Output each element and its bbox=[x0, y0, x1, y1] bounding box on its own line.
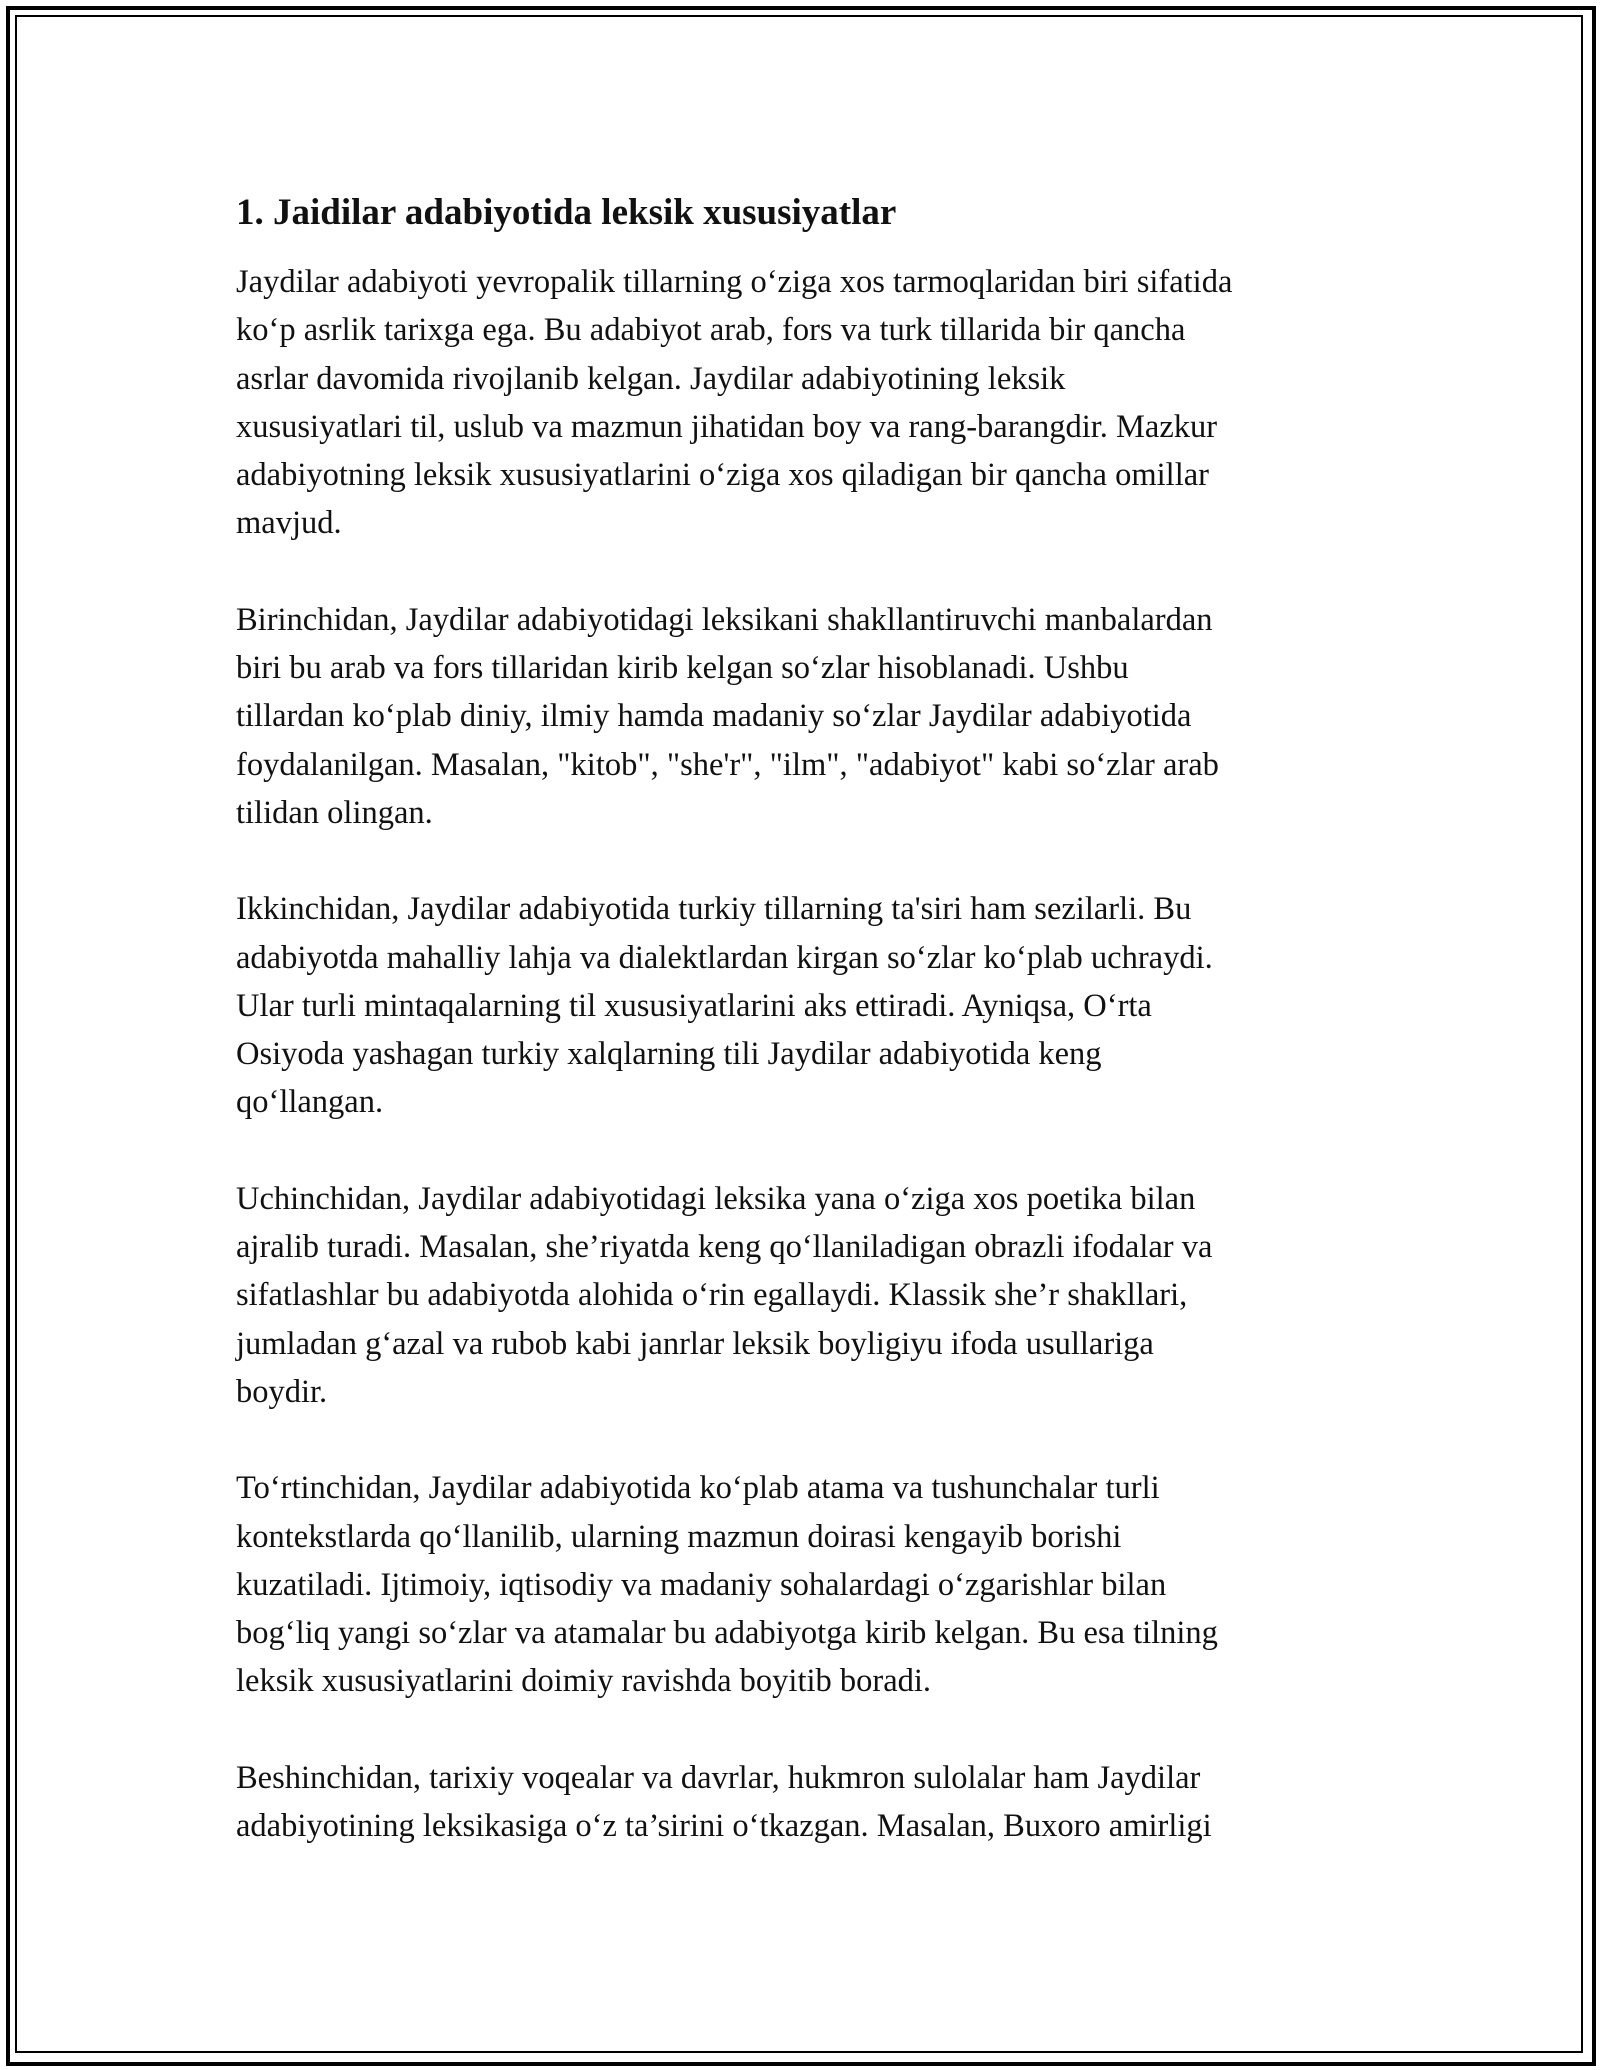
text-line: sifatlashlar bu adabiyotda alohida o‘rin egallaydi. Klassik she’r shakllari, bbox=[236, 1277, 1188, 1314]
text-line: foydalanilgan. Masalan, "kitob", "she'r", "ilm", "adabiyot" kabi so‘zlar arab bbox=[236, 746, 1219, 783]
paragraph-intro bbox=[236, 258, 1386, 548]
text-line: bog‘liq yangi so‘zlar va atamalar bu adabiyotga kirib kelgan. Bu esa tilning bbox=[236, 1615, 1218, 1652]
text-line: boydir. bbox=[236, 1373, 328, 1410]
text-line: tillardan ko‘plab diniy, ilmiy hamda madaniy so‘zlar Jaydilar adabiyotida bbox=[236, 698, 1192, 735]
text-line: Osiyoda yashagan turkiy xalqlarning tili Jaydilar adabiyotida keng bbox=[236, 1036, 1102, 1073]
text-line: adabiyotda mahalliy lahja va dialektlardan kirgan so‘zlar ko‘plab uchraydi. bbox=[236, 939, 1213, 976]
text-line: adabiyotning leksik xususiyatlarini o‘ziga xos qiladigan bir qancha omillar bbox=[236, 457, 1209, 494]
text-line: leksik xususiyatlarini doimiy ravishda boyitib boradi. bbox=[236, 1663, 932, 1700]
paragraph-third bbox=[236, 1175, 1386, 1416]
text-line: tilidan olingan. bbox=[236, 794, 433, 831]
section-heading: 1. Jaidilar adabiyotida leksik xususiyatlar bbox=[236, 192, 897, 233]
text-line: mavjud. bbox=[236, 505, 342, 542]
text-line: Jaydilar adabiyoti yevropalik tillarning o‘ziga xos tarmoqlaridan biri sifatida bbox=[236, 264, 1233, 300]
text-line: ko‘p asrlik tarixga ega. Bu adabiyot arab, fors va turk tillarida bir qancha bbox=[236, 312, 1186, 349]
text-line: Ular turli mintaqalarning til xususiyatlarini aks ettiradi. Ayniqsa, O‘rta bbox=[236, 987, 1152, 1024]
text-line: xususiyatlari til, uslub va mazmun jihatidan boy va rang-barangdir. Mazkur bbox=[236, 408, 1218, 445]
paragraph-first bbox=[236, 596, 1386, 837]
text-line: qo‘llangan. bbox=[236, 1084, 384, 1121]
document-body bbox=[236, 188, 1386, 1898]
text-line: kuzatiladi. Ijtimoiy, iqtisodiy va madaniy sohalardagi o‘zgarishlar bilan bbox=[236, 1566, 1167, 1603]
text-line: Ikkinchidan, Jaydilar adabiyotida turkiy tillarning ta'siri ham sezilarli. Bu bbox=[236, 891, 1192, 928]
paragraph-fifth bbox=[236, 1754, 1386, 1851]
text-line: asrlar davomida rivojlanib kelgan. Jaydilar adabiyotining leksik bbox=[236, 360, 1066, 397]
paragraph-fourth bbox=[236, 1464, 1386, 1705]
text-line: Birinchidan, Jaydilar adabiyotidagi leksikani shakllantiruvchi manbalardan bbox=[236, 601, 1213, 638]
paragraph-second bbox=[236, 885, 1386, 1126]
text-line: ajralib turadi. Masalan, she’riyatda keng qo‘llaniladigan obrazli ifodalar va bbox=[236, 1229, 1213, 1266]
text-line: Beshinchidan, tarixiy voqealar va davrlar, hukmron sulolalar ham Jaydilar bbox=[236, 1759, 1201, 1796]
text-line: jumladan g‘azal va rubob kabi janrlar leksik boyligiyu ifoda usullariga bbox=[236, 1325, 1154, 1362]
text-line: adabiyotining leksikasiga o‘z ta’sirini o‘tkazgan. Masalan, Buxoro amirligi bbox=[236, 1808, 1212, 1845]
text-line: kontekstlarda qo‘llanilib, ularning mazmun doirasi kengayib borishi bbox=[236, 1518, 1122, 1555]
text-line: To‘rtinchidan, Jaydilar adabiyotida ko‘plab atama va tushunchalar turli bbox=[236, 1470, 1160, 1507]
text-line: Uchinchidan, Jaydilar adabiyotidagi leksika yana o‘ziga xos poetika bilan bbox=[236, 1180, 1196, 1217]
text-line: biri bu arab va fors tillaridan kirib kelgan so‘zlar hisoblanadi. Ushbu bbox=[236, 650, 1129, 687]
